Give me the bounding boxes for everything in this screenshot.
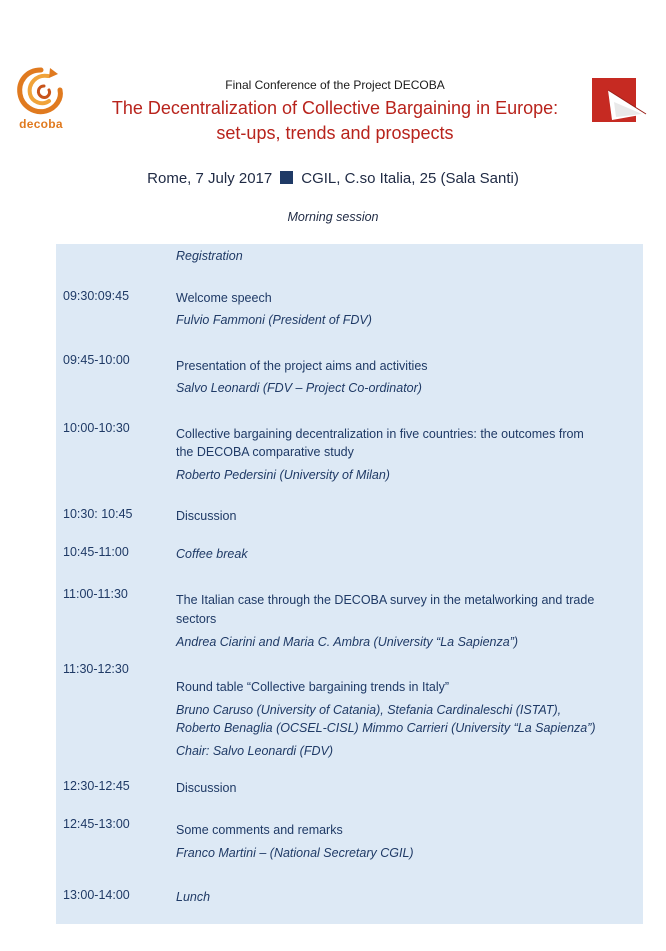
session-time: 11:30-12:30 (63, 662, 129, 676)
session-speaker: Roberto Pedersini (University of Milan) (176, 468, 390, 482)
session-label: Morning session (287, 210, 379, 224)
fdv-logo-icon (590, 76, 648, 124)
decoba-swirl-icon (14, 66, 68, 118)
session-speakers: Bruno Caruso (University of Catania), Stefania Cardinaleschi (ISTAT), (176, 703, 562, 717)
session-title: Welcome speech (176, 291, 272, 305)
logo-wordmark: decoba (19, 117, 63, 131)
decoba-logo (14, 66, 68, 132)
session-title: Discussion (176, 781, 237, 795)
square-bullet-icon (280, 171, 293, 184)
session-time: 13:00-14:00 (63, 888, 130, 902)
session-title: Coffee break (176, 547, 248, 561)
session-time: 09:45-10:00 (63, 353, 130, 367)
session-time: 12:45-13:00 (63, 817, 130, 831)
session-speaker: Fulvio Fammoni (President of FDV) (176, 313, 372, 327)
session-title-cont: sectors (176, 612, 217, 626)
conference-title-line-2: set-ups, trends and prospects (216, 123, 454, 143)
session-title: Lunch (176, 890, 211, 904)
session-speaker: Andrea Ciarini and Maria C. Ambra (University “La Sapienza”) (176, 635, 519, 649)
session-time: 10:00-10:30 (63, 421, 130, 435)
registration-item: Registration (176, 249, 243, 263)
session-chair: Chair: Salvo Leonardi (FDV) (176, 744, 334, 758)
conference-subtitle: Final Conference of the Project DECOBA (225, 78, 445, 92)
conference-title-line-1: The Decentralization of Collective Bargaining in Europe: (111, 98, 559, 118)
conference-header (80, 78, 590, 146)
session-title: The Italian case through the DECOBA survey in the metalworking and trade (176, 593, 595, 607)
session-time: 10:30: 10:45 (63, 507, 133, 521)
session-title: Presentation of the project aims and activities (176, 359, 428, 373)
venue-address: CGIL, C.so Italia, 25 (Sala Santi) (301, 170, 519, 187)
session-title: Discussion (176, 509, 237, 523)
session-speakers-cont: Roberto Benaglia (OCSEL-CISL) Mimmo Carrieri (University “La Sapienza”) (176, 721, 596, 735)
session-time: 09:30:09:45 (63, 289, 130, 303)
session-speaker: Salvo Leonardi (FDV – Project Co-ordinator) (176, 381, 422, 395)
session-time: 10:45-11:00 (63, 545, 129, 559)
session-title: Some comments and remarks (176, 823, 343, 837)
session-speaker: Franco Martini – (National Secretary CGIL) (176, 846, 414, 860)
session-title-cont: the DECOBA comparative study (176, 445, 354, 459)
session-time: 11:00-11:30 (63, 587, 128, 601)
fdv-logo (590, 76, 648, 124)
session-title: Round table “Collective bargaining trends in Italy” (176, 680, 450, 694)
session-time: 12:30-12:45 (63, 779, 130, 793)
venue-line (0, 170, 666, 187)
date-location: Rome, 7 July 2017 (147, 170, 273, 187)
session-title: Collective bargaining decentralization in five countries: the outcomes from (176, 427, 584, 441)
